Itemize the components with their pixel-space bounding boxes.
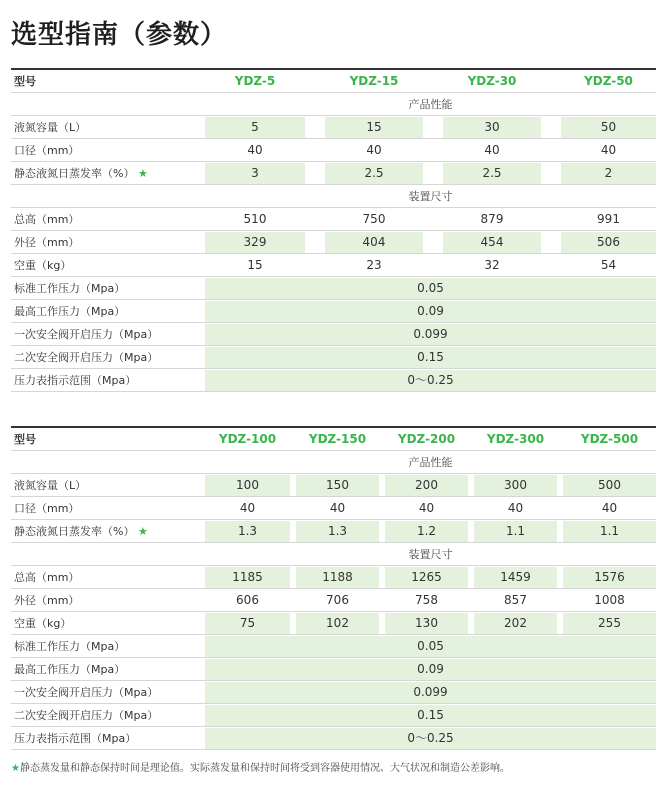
table-row bbox=[11, 299, 656, 322]
row-label: 外径（mm） bbox=[14, 594, 80, 607]
cell: 879 bbox=[480, 211, 504, 226]
cell: 30 bbox=[443, 117, 541, 138]
row-label-text: 静态液氮日蒸发率（%） bbox=[14, 525, 135, 538]
cell: 0.15 bbox=[205, 347, 656, 368]
table-row bbox=[11, 230, 656, 253]
row-label bbox=[11, 165, 205, 181]
model-name: YDZ-150 bbox=[308, 431, 367, 446]
cell: 202 bbox=[474, 613, 557, 634]
cell: 75 bbox=[205, 613, 290, 634]
cell: 0.05 bbox=[205, 636, 656, 657]
table-row bbox=[11, 276, 656, 299]
row-label: 口径（mm） bbox=[14, 144, 80, 157]
spec-table-large bbox=[11, 426, 656, 750]
cell: 130 bbox=[385, 613, 468, 634]
model-name: YDZ-100 bbox=[218, 431, 277, 446]
cell: 0.09 bbox=[205, 659, 656, 680]
table-row bbox=[11, 680, 656, 703]
cell: 1.3 bbox=[205, 521, 290, 542]
cell: 1.1 bbox=[563, 521, 656, 542]
table-row bbox=[11, 138, 656, 161]
table-row bbox=[11, 473, 656, 496]
table-header-row bbox=[11, 426, 656, 450]
model-name: YDZ-50 bbox=[584, 73, 633, 88]
cell: 857 bbox=[504, 592, 527, 607]
cell: 1.3 bbox=[296, 521, 379, 542]
row-label-text: 静态液氮日蒸发率（%） bbox=[14, 167, 135, 180]
row-label: 总高（mm） bbox=[14, 213, 80, 226]
table-row bbox=[11, 115, 656, 138]
model-name: YDZ-300 bbox=[486, 431, 545, 446]
row-label: 液氮容量（L） bbox=[14, 479, 87, 492]
cell: 300 bbox=[474, 475, 557, 496]
cell: 329 bbox=[205, 232, 305, 253]
row-label: 液氮容量（L） bbox=[14, 121, 87, 134]
cell: 100 bbox=[205, 475, 290, 496]
cell: 15 bbox=[247, 257, 263, 272]
cell: 0～0.25 bbox=[205, 728, 656, 749]
cell: 1185 bbox=[205, 567, 290, 588]
table-row bbox=[11, 657, 656, 680]
table-row bbox=[11, 634, 656, 657]
cell: 2.5 bbox=[325, 163, 423, 184]
cell: 102 bbox=[296, 613, 379, 634]
cell: 0.09 bbox=[205, 301, 656, 322]
row-label: 最高工作压力（Mpa） bbox=[14, 663, 126, 676]
table-row bbox=[11, 588, 656, 611]
cell: 0.05 bbox=[205, 278, 656, 299]
table-header-row bbox=[11, 68, 656, 92]
table-row bbox=[11, 253, 656, 276]
section-performance bbox=[11, 450, 656, 473]
cell: 506 bbox=[561, 232, 656, 253]
model-name: YDZ-5 bbox=[234, 73, 276, 88]
cell: 3 bbox=[205, 163, 305, 184]
cell: 606 bbox=[236, 592, 259, 607]
model-label: 型号 bbox=[14, 433, 36, 446]
cell: 2 bbox=[561, 163, 656, 184]
star-icon: ★ bbox=[137, 525, 148, 538]
cell: 40 bbox=[600, 142, 617, 157]
cell: 0.15 bbox=[205, 705, 656, 726]
row-label bbox=[11, 523, 205, 539]
row-label: 空重（kg） bbox=[14, 259, 72, 272]
star-icon: ★ bbox=[137, 167, 148, 180]
footnote-text: 静态蒸发量和静态保持时间是理论值。实际蒸发量和保持时间将受到容器使用情况、大气状况和制造公差影响。 bbox=[19, 763, 510, 774]
section-title: 产品性能 bbox=[408, 456, 453, 469]
cell: 750 bbox=[362, 211, 386, 226]
model-name: YDZ-30 bbox=[467, 73, 517, 88]
row-label: 二次安全阀开启压力（Mpa） bbox=[14, 709, 159, 722]
row-label: 外径（mm） bbox=[14, 236, 80, 249]
section-dimensions bbox=[11, 184, 656, 207]
table-row bbox=[11, 161, 656, 184]
row-label: 一次安全阀开启压力（Mpa） bbox=[14, 328, 159, 341]
cell: 991 bbox=[597, 211, 620, 226]
section-title: 产品性能 bbox=[408, 98, 453, 111]
section-title: 装置尺寸 bbox=[408, 190, 453, 203]
cell: 1.1 bbox=[474, 521, 557, 542]
cell: 2.5 bbox=[443, 163, 541, 184]
cell: 500 bbox=[563, 475, 656, 496]
cell: 1459 bbox=[474, 567, 557, 588]
cell: 15 bbox=[325, 117, 423, 138]
cell: 0.099 bbox=[205, 324, 656, 345]
section-dimensions bbox=[11, 542, 656, 565]
row-label: 口径（mm） bbox=[14, 502, 80, 515]
cell: 40 bbox=[601, 500, 618, 515]
row-label: 总高（mm） bbox=[14, 571, 80, 584]
footnote bbox=[11, 759, 510, 774]
cell: 1576 bbox=[563, 567, 656, 588]
row-label: 一次安全阀开启压力（Mpa） bbox=[14, 686, 159, 699]
model-name: YDZ-500 bbox=[580, 431, 639, 446]
table-row bbox=[11, 703, 656, 726]
page-title: 选型指南（参数） bbox=[11, 20, 228, 50]
table-row bbox=[11, 345, 656, 368]
cell: 40 bbox=[507, 500, 524, 515]
cell: 50 bbox=[561, 117, 656, 138]
row-label: 二次安全阀开启压力（Mpa） bbox=[14, 351, 159, 364]
row-label: 标准工作压力（Mpa） bbox=[14, 640, 126, 653]
table-row bbox=[11, 565, 656, 588]
row-label: 压力表指示范围（Mpa） bbox=[14, 732, 137, 745]
cell: 454 bbox=[443, 232, 541, 253]
cell: 40 bbox=[329, 500, 346, 515]
model-name: YDZ-15 bbox=[349, 73, 399, 88]
table-row bbox=[11, 322, 656, 345]
spec-table-small bbox=[11, 68, 656, 392]
row-label: 标准工作压力（Mpa） bbox=[14, 282, 126, 295]
model-name: YDZ-200 bbox=[397, 431, 456, 446]
cell: 54 bbox=[600, 257, 617, 272]
table-row bbox=[11, 611, 656, 634]
cell: 0～0.25 bbox=[205, 370, 656, 391]
cell: 510 bbox=[243, 211, 267, 226]
row-label: 压力表指示范围（Mpa） bbox=[14, 374, 137, 387]
section-performance bbox=[11, 92, 656, 115]
row-label: 空重（kg） bbox=[14, 617, 72, 630]
cell: 1265 bbox=[385, 567, 468, 588]
section-title: 装置尺寸 bbox=[408, 548, 453, 561]
cell: 23 bbox=[366, 257, 382, 272]
table-row bbox=[11, 726, 656, 750]
cell: 40 bbox=[239, 500, 256, 515]
table-row bbox=[11, 207, 656, 230]
cell: 706 bbox=[326, 592, 349, 607]
cell: 1188 bbox=[296, 567, 379, 588]
row-label: 最高工作压力（Mpa） bbox=[14, 305, 126, 318]
cell: 758 bbox=[415, 592, 438, 607]
table-row bbox=[11, 496, 656, 519]
cell: 404 bbox=[325, 232, 423, 253]
cell: 255 bbox=[563, 613, 656, 634]
cell: 5 bbox=[205, 117, 305, 138]
cell: 40 bbox=[247, 142, 263, 157]
cell: 1008 bbox=[594, 592, 625, 607]
table-row bbox=[11, 368, 656, 392]
cell: 40 bbox=[418, 500, 435, 515]
model-label: 型号 bbox=[14, 75, 36, 88]
star-icon: ★ bbox=[11, 763, 20, 774]
cell: 0.099 bbox=[205, 682, 656, 703]
cell: 40 bbox=[366, 142, 382, 157]
cell: 150 bbox=[296, 475, 379, 496]
cell: 32 bbox=[484, 257, 500, 272]
table-row bbox=[11, 519, 656, 542]
cell: 200 bbox=[385, 475, 468, 496]
cell: 40 bbox=[484, 142, 500, 157]
cell: 1.2 bbox=[385, 521, 468, 542]
